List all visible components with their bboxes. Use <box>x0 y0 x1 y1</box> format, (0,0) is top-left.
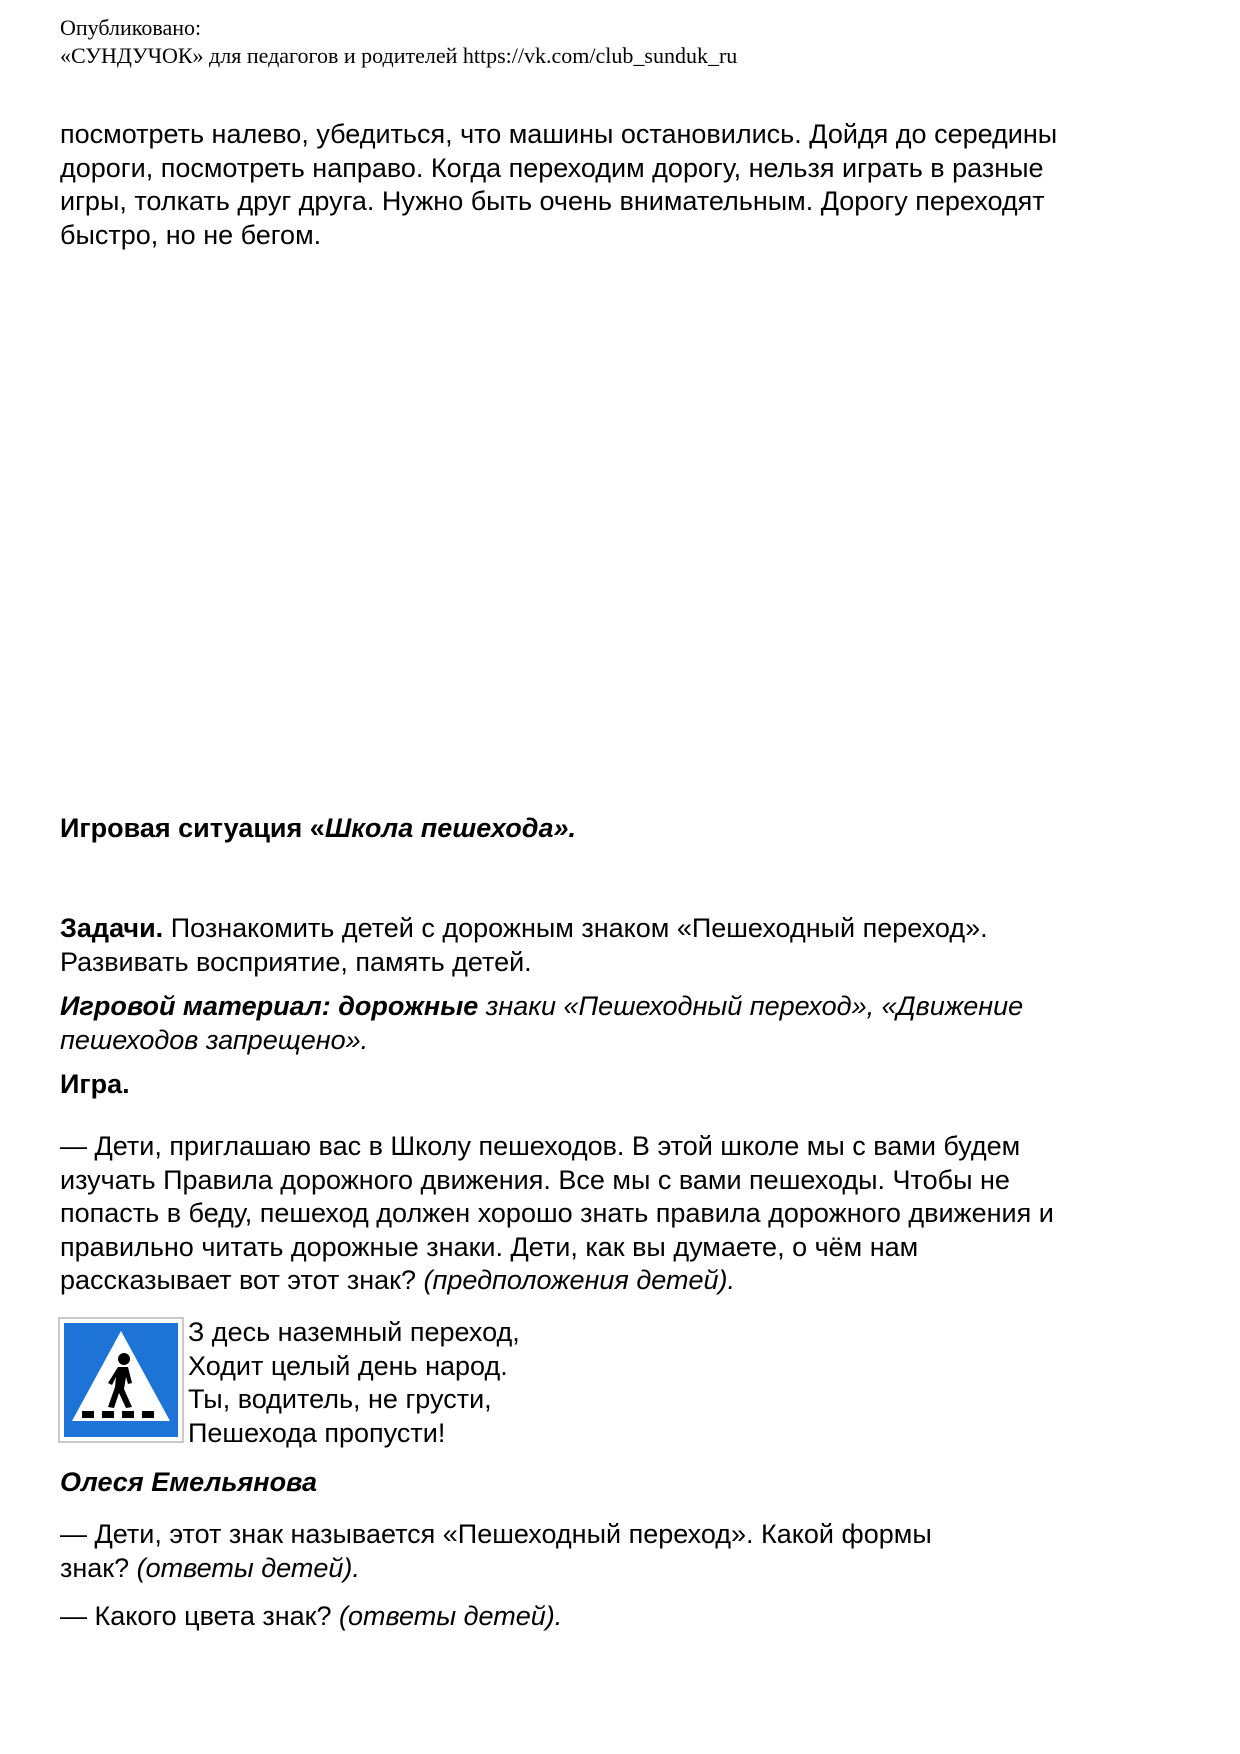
intro-paragraph <box>60 118 1180 252</box>
poem-line: З десь наземный переход, <box>188 1317 520 1347</box>
tasks-paragraph <box>60 912 1180 979</box>
poem-author: Олеся Емельянова <box>60 1467 318 1497</box>
game-label: Игра. <box>60 1069 130 1099</box>
question-1 <box>60 1518 1180 1585</box>
speech-note: (предположения детей). <box>423 1265 735 1295</box>
speech-line-last: рассказывает вот этот знак? <box>60 1265 424 1295</box>
material-paragraph <box>60 990 1180 1057</box>
tasks-text-2: Развивать восприятие, память детей. <box>60 946 532 977</box>
intro-line: посмотреть налево, убедиться, что машины остановились. Дойдя до середины <box>60 119 1058 149</box>
poem-line: Пешехода пропусти! <box>188 1417 446 1448</box>
header-line-2: «СУНДУЧОК» для педагогов и родителей https://vk.com/club_sunduk_ru <box>60 43 738 68</box>
tasks-label: Задачи. <box>60 913 164 943</box>
question-2-note: (ответы детей). <box>339 1601 563 1631</box>
material-label: Игровой материал: дорожные <box>60 991 479 1021</box>
section-title-italic: Школа пешехода». <box>324 813 576 843</box>
speech-line: изучать Правила дорожного движения. Все мы с вами пешеходы. Чтобы не <box>60 1164 1010 1195</box>
publication-header <box>60 14 737 70</box>
speech-paragraph <box>60 1130 1180 1298</box>
poem <box>188 1316 520 1450</box>
intro-line: дороги, посмотреть направо. Когда переходим дорогу, нельзя играть в разные <box>60 152 1044 183</box>
speech-line: правильно читать дорожные знаки. Дети, как вы думаете, о чём нам <box>60 1231 919 1262</box>
question-1-note: (ответы детей). <box>136 1552 360 1583</box>
question-1-line-1: — Дети, этот знак называется «Пешеходный переход». Какой формы <box>60 1519 932 1549</box>
question-2 <box>60 1600 1180 1634</box>
section-title <box>60 812 1180 846</box>
speech-line: — Дети, приглашаю вас в Школу пешеходов. В этой школе мы с вами будем <box>60 1131 1021 1161</box>
section-title-prefix: Игровая ситуация « <box>60 813 325 843</box>
material-text: знаки «Пешеходный переход», «Движение <box>478 991 1024 1021</box>
question-1-line-2: знак? <box>60 1552 137 1583</box>
question-2-text: — Какого цвета знак? <box>60 1601 339 1631</box>
intro-line: быстро, но не бегом. <box>60 219 322 250</box>
pedestrian-crossing-sign-icon <box>58 1317 184 1443</box>
speech-line: попасть в беду, пешеход должен хорошо знать правила дорожного движения и <box>60 1198 1054 1228</box>
tasks-text: Познакомить детей с дорожным знаком «Пешеходный переход». <box>163 913 988 943</box>
poem-line: Ходит целый день народ. <box>188 1350 508 1381</box>
poem-line: Ты, водитель, не грусти, <box>188 1384 492 1414</box>
header-line-1: Опубликовано: <box>60 15 202 40</box>
material-text-2: пешеходов запрещено». <box>60 1024 369 1055</box>
intro-line: игры, толкать друг друга. Нужно быть очень внимательным. Дорогу переходят <box>60 186 1045 216</box>
